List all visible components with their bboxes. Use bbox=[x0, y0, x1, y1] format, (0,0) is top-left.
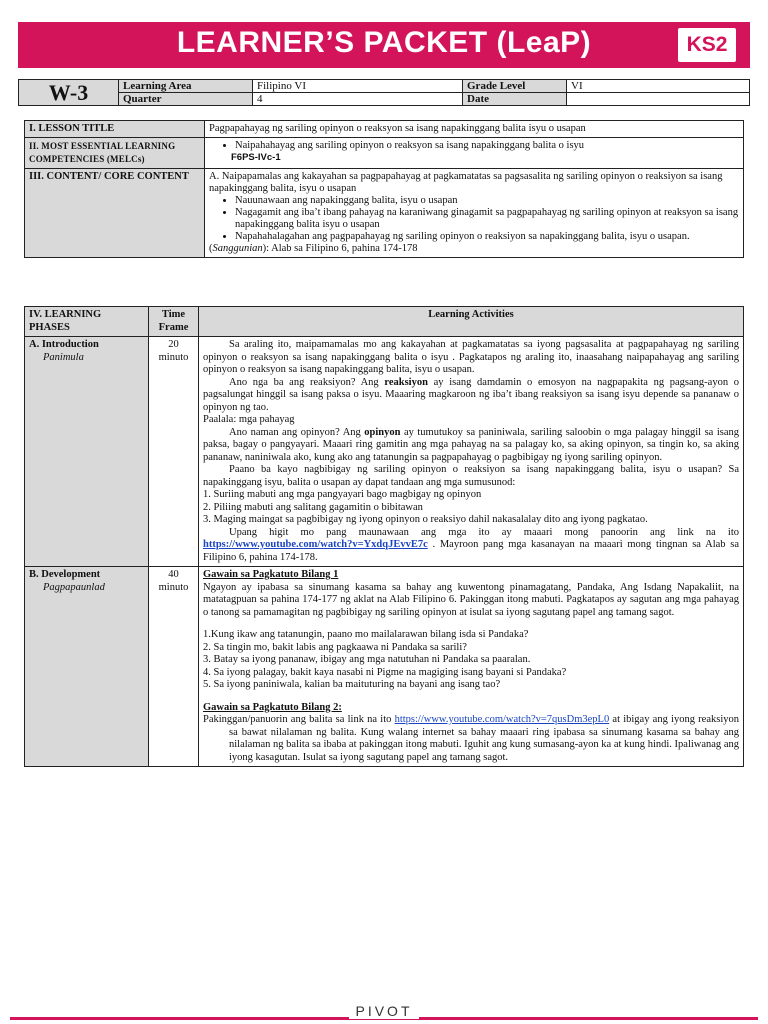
gawain-2-title: Gawain sa Pagkatuto Bilang 2: bbox=[203, 701, 342, 713]
week-label: W-3 bbox=[19, 80, 119, 106]
intro-time: 20 minuto bbox=[149, 337, 199, 567]
question-item: 3. Batay sa iyong pananaw, ibigay ang mga natutuhan ni Pandaka sa paaralan. bbox=[203, 654, 531, 665]
list-item: 1. Suriing mabuti ang mga pangyayari bago magbigay ng opinyon bbox=[203, 489, 482, 500]
content-item: • Nagagamit ang iba’t ibang pahayag na karaniwang ginagamit sa pagpapahayag ng sariling opinyon at reaksyon sa isang napakinggang balita isyu o usapan bbox=[235, 207, 739, 231]
intro-subtitle: Panimula bbox=[43, 351, 84, 363]
dev-phase-cell bbox=[25, 567, 149, 767]
question-item: 2. Sa tingin mo, bakit labis ang pagkaawa ni Pandaka sa sarili? bbox=[203, 641, 467, 653]
intro-activities bbox=[199, 337, 744, 567]
list-item: 3. Maging maingat sa pagbibigay ng iyong opinyon o reaksiyo dahil nakasalalay dito ang iyong pagkatao. bbox=[203, 514, 648, 525]
gawain-1-title: Gawain sa Pagkatuto Bilang 1 bbox=[203, 569, 339, 580]
paalala-text: Paalala: mga pahayag bbox=[203, 414, 295, 425]
melc-code: F6PS-IVc-1 bbox=[231, 152, 281, 163]
col-phase-header: IV. LEARNING PHASES bbox=[25, 307, 149, 337]
question-item: 1.Kung ikaw ang tatanungin, paano mo mailalarawan bilang isda si Pandaka? bbox=[203, 629, 529, 640]
guidelines-paragraph: Paano ba kayo nagbibigay ng sariling opinyon o reaksiyon sa isang napakinggang balita, isyu o usapan? Sa napakinggang isyu, balita o usapan ay dapat tandaan ang mga sumusunod: bbox=[203, 464, 739, 488]
gawain-1-text: Ngayon ay ipabasa sa sinumang kasama sa bahay ang kuwentong pinamagatang, Pandaka, Ang Isdang Napakaliit, na matatagpuan sa pahina 174-177 ng aklat na Alab Filipino 6. Pakinggan itong mabuti. Pagkatapos ay sagutan ang mga pahayag o tanong sa pamamagitan ng pagbibigay ng sariling opinyon at isulat sa iyong sagutang papel ang tamang sagot. bbox=[203, 581, 739, 618]
melc-item: • Naipahahayag ang sariling opinyon o reaksyon sa isang napakinggang balita o isyu bbox=[235, 140, 739, 152]
video-paragraph: Upang higit mo pang maunawaan ang mga ito ay maaari mong panoorin ang link na ito https://www.youtube.com/watch?v=YxdqJEvvE7c . Mayroon pang mga kasanayan na maaari mong tingnan sa Alab sa Filipino 6, pahina 174-178. bbox=[203, 526, 739, 563]
grade-level-value: VI bbox=[567, 80, 750, 93]
content-cell bbox=[205, 169, 744, 258]
banner-title: LEARNER’S PACKET (LeaP) bbox=[176, 26, 592, 59]
melc-cell bbox=[205, 138, 744, 169]
dev-time: 40 minuto bbox=[149, 567, 199, 767]
content-item: • Nauunawaan ang napakinggang balita, isyu o usapan bbox=[235, 195, 739, 207]
lesson-info-table bbox=[24, 120, 744, 258]
date-value bbox=[567, 93, 750, 106]
col-time-header: Time Frame bbox=[149, 307, 199, 337]
intro-paragraph: Sa araling ito, maipamamalas mo ang kakayahan at pagkamatatas sa iyong pagsasalita at pagpapahayag ng sariling opinyon o reaksyon sa isang napakinggang balita o isyu . Pagkatapos ng araling ito, inaasahang naipapahayag ang sariling opinyon o reaksyon sa isang napakinggang balita, isyu o usapan. bbox=[203, 339, 739, 375]
reaksiyon-paragraph: Ano nga ba ang reaksiyon? Ang reaksiyon ay isang damdamin o emosyon na nagpapakita ng pagsang-ayon o pagsalungat hinggil sa isang paksa o isyu. Maaaring magkaroon ng iba’t ibang reaksiyon sa isang isyu depende sa pananaw o opinyon ng tao. bbox=[203, 376, 739, 413]
learning-area-label: Learning Area bbox=[119, 80, 253, 93]
learning-phases-table bbox=[24, 306, 744, 767]
youtube-link[interactable]: https://www.youtube.com/watch?v=7qusDm3epL0 bbox=[394, 714, 610, 725]
sanggunian: (Sanggunian): Alab sa Filipino 6, pahina 174-178 bbox=[209, 243, 418, 254]
learning-area-value: Filipino VI bbox=[253, 80, 463, 93]
gawain-2-text: Pakinggan/panuorin ang balita sa link na ito https://www.youtube.com/watch?v=7qusDm3epL0 at ibigay ang iyong reaksiyon sa bawat nilalaman ng balita. Kung walang internet sa bahay maaari ring ipabasa sa sinumang kasama sa bahay ang nilalaman ng balita sa ibaba at pakinggan itong mabuti. Iguhit ang kung sumasang-ayon ka at kung hindi. Ipaliwanag ang iyong kasagutan. Isulat sa iyong sagutang papel ang tamang sagot. bbox=[203, 714, 739, 763]
grade-level-label: Grade Level bbox=[463, 80, 567, 93]
dev-activities bbox=[199, 567, 744, 767]
question-item: 4. Sa iyong palagay, bakit kaya nasabi ni Pigme na magiging isang bayani si Pandaka? bbox=[203, 666, 567, 678]
content-intro: A. Naipapamalas ang kakayahan sa pagpapahayag at pagkamatatas sa pagsasalita ng sariling opinyon o reaksiyon sa isang napakinggang balita, isyu o usapan bbox=[209, 171, 723, 194]
dev-subtitle: Pagpapaunlad bbox=[43, 581, 105, 593]
content-item: • Napahahalagahan ang pagpapahayag ng sariling opinyon o reaksiyon sa napakinggang balita, isyu o usapan. bbox=[235, 231, 739, 243]
lesson-title-label: I. LESSON TITLE bbox=[25, 121, 205, 138]
quarter-value: 4 bbox=[253, 93, 463, 106]
dev-title: B. Development bbox=[29, 569, 101, 580]
ks2-badge: KS2 bbox=[678, 28, 736, 62]
lesson-title-value: Pagpapahayag ng sariling opinyon o reaksyon sa isang napakinggang balita isyu o usapan bbox=[205, 121, 744, 138]
question-item: 5. Sa iyong paniniwala, kalian ba maituturing na bayani ang isang tao? bbox=[203, 679, 501, 690]
intro-phase-cell bbox=[25, 337, 149, 567]
col-activities-header: Learning Activities bbox=[199, 307, 744, 337]
intro-title: A. Introduction bbox=[29, 339, 99, 350]
quarter-label: Quarter bbox=[119, 93, 253, 106]
header-table bbox=[18, 79, 750, 106]
youtube-link[interactable]: https://www.youtube.com/watch?v=YxdqJEvvE7c bbox=[203, 539, 428, 550]
melc-label: II. MOST ESSENTIAL LEARNING COMPETENCIES (MELCs) bbox=[25, 138, 205, 169]
content-label: III. CONTENT/ CORE CONTENT bbox=[25, 169, 205, 258]
packet-banner bbox=[18, 22, 750, 68]
pivot-logo: PIVOT bbox=[0, 1003, 768, 1019]
table-row bbox=[25, 567, 744, 767]
table-row bbox=[25, 337, 744, 567]
list-item: 2. Piliing mabuti ang salitang gagamitin o bibitawan bbox=[203, 501, 423, 513]
date-label: Date bbox=[463, 93, 567, 106]
opinyon-paragraph: Ano naman ang opinyon? Ang opinyon ay tumutukoy sa paniniwala, sariling saloobin o mga palagay hinggil sa isang paksa, bagay o pangyayari. Maaari ring gamitin ang mga pahayag na sa palagay ko, sa aking opinyon, sa tingin ko, sa aking pananaw, naniniwala ako, kung ako ang tatanungin sa pagpapahayag o pagbibigay ng iyong sariling opinyon. bbox=[203, 426, 739, 463]
